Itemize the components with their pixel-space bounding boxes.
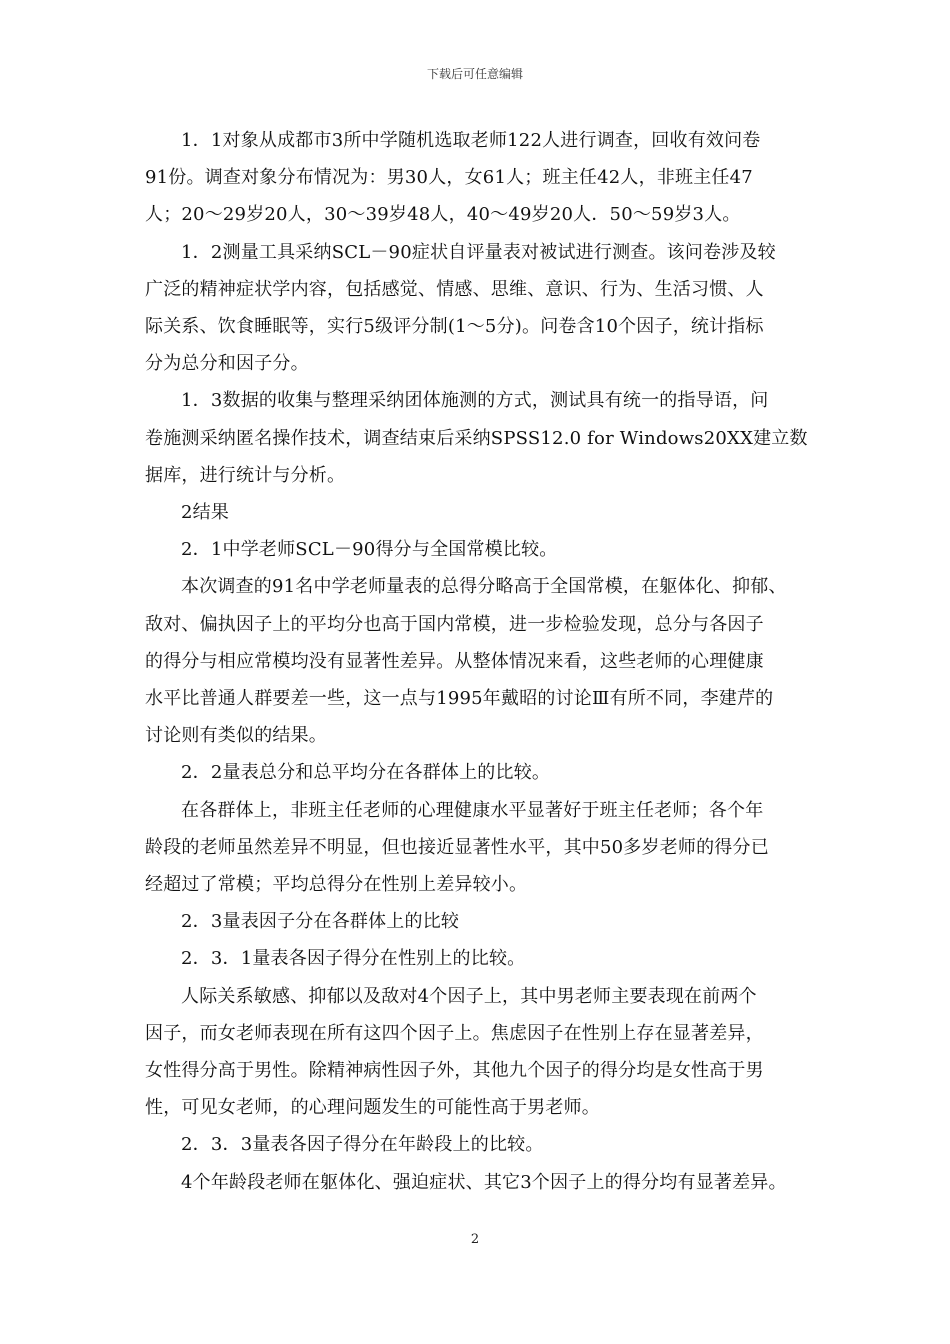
paragraph-2-3-3-body bbox=[145, 1164, 820, 1201]
paragraph-2-1-body bbox=[145, 568, 820, 754]
text-line: 2．3．3量表各因子得分在年龄段上的比较。 bbox=[181, 1134, 544, 1156]
text-line: 2．3量表因子分在各群体上的比较 bbox=[181, 911, 460, 933]
text-line: 2．2量表总分和总平均分在各群体上的比较。 bbox=[181, 762, 551, 784]
page-header: 下载后可任意编辑 bbox=[426, 67, 523, 81]
text-line: 91份。调查对象分布情况为：男30人，女61人；班主任42人，非班主任47 bbox=[145, 167, 753, 189]
paragraph-1-3-data-collection bbox=[145, 382, 820, 494]
text-line: 性，可见女老师，的心理问题发生的可能性高于男老师。 bbox=[145, 1097, 600, 1119]
text-line: 人；20～29岁20人，30～39岁48人，40～49岁20人．50～59岁3人。 bbox=[145, 204, 741, 226]
text-line: 人际关系敏感、抑郁以及敌对4个因子上，其中男老师主要表现在前两个 bbox=[181, 985, 757, 1007]
text-line: 4个年龄段老师在躯体化、强迫症状、其它3个因子上的得分均有显著差异。 bbox=[181, 1171, 787, 1193]
text-line: 因子，而女老师表现在所有这四个因子上。焦虑因子在性别上存在显著差异， bbox=[145, 1022, 764, 1044]
text-line: 1．3数据的收集与整理采纳团体施测的方式，测试具有统一的指导语，问 bbox=[181, 390, 769, 412]
paragraph-2-2-body bbox=[145, 792, 820, 904]
document-body bbox=[145, 122, 820, 1201]
text-line: 2结果 bbox=[181, 502, 230, 524]
text-line: 本次调查的91名中学老师量表的总得分略高于全国常模，在躯体化、抑郁、 bbox=[181, 576, 787, 598]
subheading-2-1 bbox=[145, 531, 820, 568]
text-line: 际关系、饮食睡眠等，实行5级评分制(1～5分)。问卷含10个因子，统计指标 bbox=[145, 316, 764, 338]
text-line: 卷施测采纳匿名操作技术，调查结束后采纳SPSS12.0 for Windows20XX建立数 bbox=[145, 427, 808, 449]
subheading-2-3-1 bbox=[145, 940, 820, 977]
text-line: 在各群体上，非班主任老师的心理健康水平显著好于班主任老师；各个年 bbox=[181, 799, 764, 821]
text-line: 的得分与相应常模均没有显著性差异。从整体情况来看，这些老师的心理健康 bbox=[145, 650, 764, 672]
text-line: 1．1对象从成都市3所中学随机选取老师122人进行调查，回收有效问卷 bbox=[181, 130, 761, 151]
section-heading-results bbox=[145, 494, 820, 531]
text-line: 女性得分高于男性。除精神病性因子外，其他九个因子的得分均是女性高于男 bbox=[145, 1060, 764, 1082]
subheading-2-3 bbox=[145, 903, 820, 940]
paragraph-1-1-subjects bbox=[145, 122, 820, 234]
text-line: 广泛的精神症状学内容，包括感觉、情感、思维、意识、行为、生活习惯、人 bbox=[145, 278, 764, 300]
text-line: 讨论则有类似的结果。 bbox=[145, 725, 327, 747]
text-line: 龄段的老师虽然差异不明显，但也接近显著性水平，其中50多岁老师的得分已 bbox=[145, 836, 769, 858]
subheading-2-3-3 bbox=[145, 1126, 820, 1163]
paragraph-2-3-1-body bbox=[145, 978, 820, 1127]
text-line: 经超过了常模；平均总得分在性别上差异较小。 bbox=[145, 874, 528, 896]
text-line: 2．1中学老师SCL－90得分与全国常模比较。 bbox=[181, 539, 558, 561]
text-line: 据库，进行统计与分析。 bbox=[145, 464, 346, 486]
text-line: 1．2测量工具采纳SCL－90症状自评量表对被试进行测查。该问卷涉及较 bbox=[181, 241, 776, 263]
text-line: 2．3．1量表各因子得分在性别上的比较。 bbox=[181, 948, 526, 970]
page-number: 2 bbox=[470, 1232, 480, 1247]
subheading-2-2 bbox=[145, 754, 820, 791]
paragraph-1-2-instrument bbox=[145, 234, 820, 383]
text-line: 分为总分和因子分。 bbox=[145, 353, 309, 375]
text-line: 水平比普通人群要差一些，这一点与1995年戴昭的讨论Ⅲ有所不同，李建芹的 bbox=[145, 688, 774, 710]
text-line: 敌对、偏执因子上的平均分也高于国内常模，进一步检验发现，总分与各因子 bbox=[145, 613, 764, 635]
